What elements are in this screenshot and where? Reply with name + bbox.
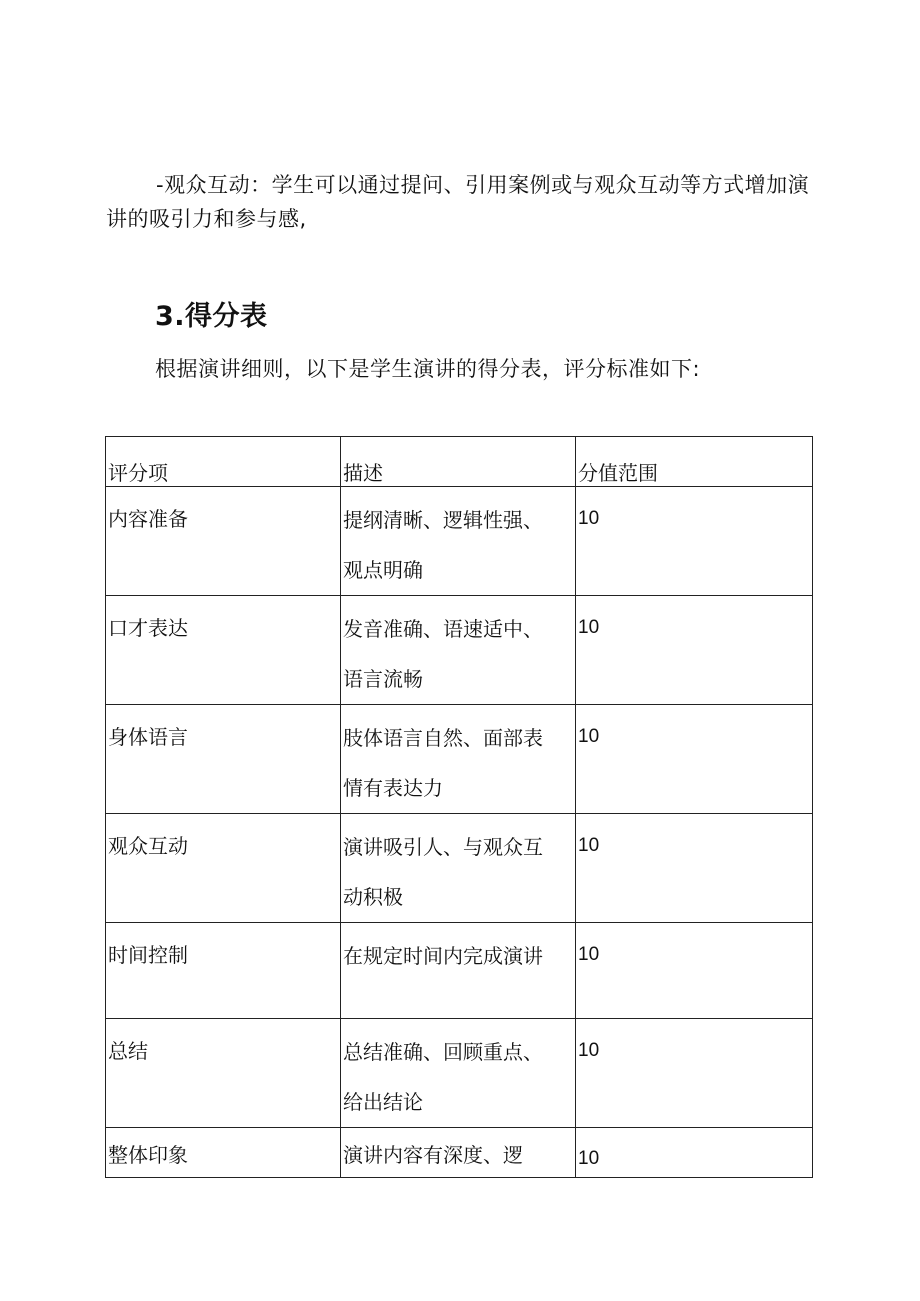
item-cell: 身体语言 — [106, 705, 341, 814]
score-cell: 10 — [576, 1019, 813, 1128]
description-cell — [341, 923, 576, 1019]
description-cell — [341, 1019, 576, 1128]
table-row — [106, 596, 813, 705]
description-text: 演讲内容有深度、逻 — [343, 1143, 523, 1167]
description-cell — [341, 814, 576, 923]
score-table — [105, 436, 813, 1178]
description-text: 肢体语言自然、面部表情有表达力 — [343, 726, 543, 800]
table-row — [106, 487, 813, 596]
table-row — [106, 814, 813, 923]
description-text: 提纲清晰、逻辑性强、观点明确 — [343, 508, 543, 582]
table-row — [106, 1019, 813, 1128]
score-cell: 10 — [576, 923, 813, 1019]
score-cell: 10 — [576, 814, 813, 923]
description-cell — [341, 705, 576, 814]
item-cell: 观众互动 — [106, 814, 341, 923]
table-row — [106, 705, 813, 814]
description-cell — [341, 596, 576, 705]
table-header-row — [106, 437, 813, 487]
description-text: 发音准确、语速适中、语言流畅 — [343, 617, 543, 691]
item-cell: 总结 — [106, 1019, 341, 1128]
description-text: 在规定时间内完成演讲 — [343, 944, 543, 968]
header-score-range: 分值范围 — [576, 437, 813, 487]
item-cell: 内容准备 — [106, 487, 341, 596]
table-row — [106, 1128, 813, 1178]
item-cell: 整体印象 — [106, 1128, 341, 1178]
description-text: 总结准确、回顾重点、给出结论 — [343, 1040, 543, 1114]
header-item: 评分项 — [106, 437, 341, 487]
description-cell — [341, 1128, 576, 1178]
score-cell: 10 — [576, 487, 813, 596]
item-cell: 口才表达 — [106, 596, 341, 705]
header-description: 描述 — [341, 437, 576, 487]
item-cell: 时间控制 — [106, 923, 341, 1019]
score-cell: 10 — [576, 596, 813, 705]
description-text: 演讲吸引人、与观众互动积极 — [343, 835, 543, 909]
score-cell: 10 — [576, 705, 813, 814]
intro-paragraph: -观众互动：学生可以通过提问、引用案例或与观众互动等方式增加演讲的吸引力和参与感, — [106, 173, 810, 231]
lead-paragraph: 根据演讲细则，以下是学生演讲的得分表，评分标准如下: — [155, 357, 701, 381]
table-row — [106, 923, 813, 1019]
description-cell — [341, 487, 576, 596]
section-heading: 3.得分表 — [155, 301, 268, 332]
score-cell: 10 — [576, 1128, 813, 1178]
